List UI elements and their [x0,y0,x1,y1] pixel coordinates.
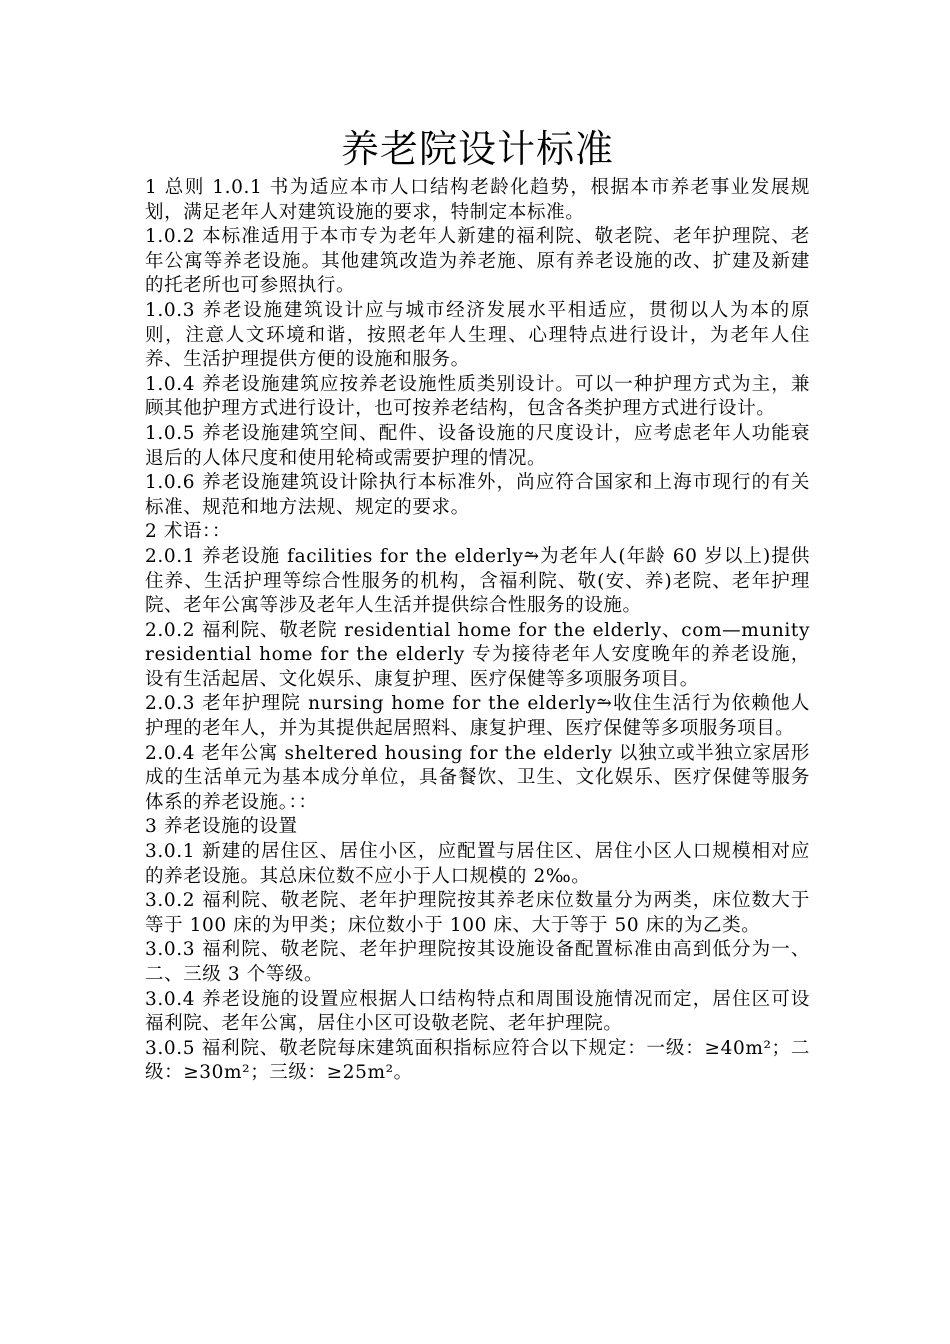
paragraph-3-0-1: 3.0.1 新建的居住区、居住小区，应配置与居住区、居住小区人口规模相对应的养老设施。其总床位数不应小于人口规模的 2‰。 [145,841,810,887]
paragraph-1-0-5: 1.0.5 养老设施建筑空间、配件、设备设施的尺度设计，应考虑老年人功能衰退后的人体尺度和使用轮椅或需要护理的情况。 [145,422,810,469]
paragraph-3-0-2: 3.0.2 福利院、敬老院、老年护理院按其养老床位数量分为两类，床位数大于等于 100 床的为甲类；床位数小于 100 床、大于等于 50 床的为乙类。 [145,890,810,936]
paragraph-2-0-4: 2.0.4 老年公寓 sheltered housing for the elderly 以独立或半独立家居形成的生活单元为基本成分单位，具备餐饮、卫生、文化娱乐、医疗保健等服务体系的养老设施。：： [145,742,810,813]
paragraph-2-0-1: 2.0.1 养老设施 facilities for the elderly⥲为老年人(年龄 60 岁以上)提供住养、生活护理等综合性服务的机构，含福利院、敬(安、养)老院、老年护理院、老年公寓等涉及老年人生活并提供综合性服务的设施。 [145,545,810,617]
paragraph-1-0-1: 1 总则 1.0.1 书为适应本市人口结构老龄化趋势，根据本市养老事业发展规划，满足老年人对建筑设施的要求，特制定本标准。 [145,177,810,223]
paragraph-3-0-3: 3.0.3 福利院、敬老院、老年护理院按其设施设备配置标准由高到低分为一、二、三级 3 个等级。 [145,939,810,985]
paragraph-1-0-3: 1.0.3 养老设施建筑设计应与城市经济发展水平相适应，贯彻以人为本的原则，注意人文环境和谐，按照老年人生理、心理特点进行设计，为老年人住养、生活护理提供方便的设施和服务。 [145,299,810,371]
paragraph-3-0-4: 3.0.4 养老设施的设置应根据人口结构特点和周围设施情况而定，居住区可设福利院、老年公寓，居住小区可设敬老院、老年护理院。 [145,988,810,1035]
section-heading-facility-setup: 3 养老设施的设置 [145,816,298,838]
document-title: 养老院设计标准 [340,127,614,171]
paragraph-1-0-2: 1.0.2 本标准适用于本市专为老年人新建的福利院、敬老院、老年护理院、老年公寓等养老设施。其他建筑改造为养老施、原有养老设施的改、扩建及新建的托老所也可参照执行。 [145,226,810,297]
paragraph-2-0-3: 2.0.3 老年护理院 nursing home for the elderly⥲收住生活行为依赖他人护理的老年人，并为其提供起居照料、康复护理、医疗保健等多项服务项目。 [145,693,810,740]
section-heading-terms: 2 术语：： [145,521,232,543]
document-page [145,124,810,1086]
paragraph-1-0-4: 1.0.4 养老设施建筑应按养老设施性质类别设计。可以一种护理方式为主，兼顾其他护理方式进行设计，也可按养老结构，包含各类护理方式进行设计。 [145,373,810,420]
paragraph-3-0-5: 3.0.5 福利院、敬老院每床建筑面积指标应符合以下规定：一级：≥40m²；二级：≥30m²；三级：≥25m²。 [145,1037,810,1084]
paragraph-1-0-6: 1.0.6 养老设施建筑设计除执行本标准外，尚应符合国家和上海市现行的有关标准、规范和地方法规、规定的要求。 [145,472,810,518]
paragraph-2-0-2: 2.0.2 福利院、敬老院 residential home for the elderly、com—munity residential home for the elderly 专为接待老年人安度晚年的养老设施，设有生活起居、文化娱乐、康复护理、医疗保健等多项服务项目。 [145,619,810,690]
